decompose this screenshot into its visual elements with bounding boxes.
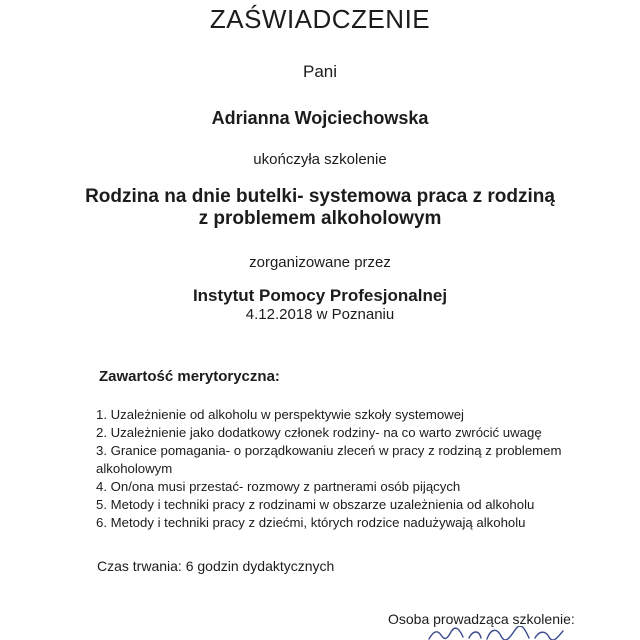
list-item: 2. Uzależnienie jako dodatkowy członek rodziny- na co warto zwrócić uwagę	[96, 425, 542, 440]
signer-label: Osoba prowadząca szkolenie:	[388, 611, 575, 627]
course-title-line-1: Rodzina na dnie butelki- systemowa praca z rodziną	[85, 186, 555, 207]
organized-by-text: zorganizowane przez	[249, 254, 391, 271]
certificate-title: ZAŚWIADCZENIE	[209, 4, 431, 34]
list-item: 6. Metody i techniki pracy z dziećmi, których rodzice nadużywają alkoholu	[96, 515, 526, 530]
salutation: Pani	[302, 62, 338, 81]
organizer-name: Instytut Pomocy Profesjonalnej	[192, 286, 448, 305]
course-title-line-2: z problemem alkoholowym	[198, 208, 442, 229]
date-place: 4.12.2018 w Poznaniu	[245, 306, 395, 323]
handwritten-signature	[425, 626, 575, 640]
duration-text: Czas trwania: 6 godzin dydaktycznych	[97, 558, 335, 574]
list-item: 5. Metody i techniki pracy z rodzinami w obszarze uzależnienia od alkoholu	[96, 497, 535, 512]
course-title	[0, 186, 640, 230]
recipient-name: Adrianna Wojciechowska	[211, 108, 429, 128]
list-item: 3. Granice pomagania- o porządkowaniu zleceń w pracy z rodziną z problemem alkoholowym	[96, 443, 562, 476]
list-item: 1. Uzależnienie od alkoholu w perspektywie szkoły systemowej	[96, 407, 464, 422]
list-item: 4. On/ona musi przestać- rozmowy z partnerami osób pijących	[96, 479, 461, 494]
content-heading: Zawartość merytoryczna:	[99, 368, 280, 385]
content-list	[96, 406, 566, 532]
completed-text: ukończyła szkolenie	[253, 151, 387, 168]
